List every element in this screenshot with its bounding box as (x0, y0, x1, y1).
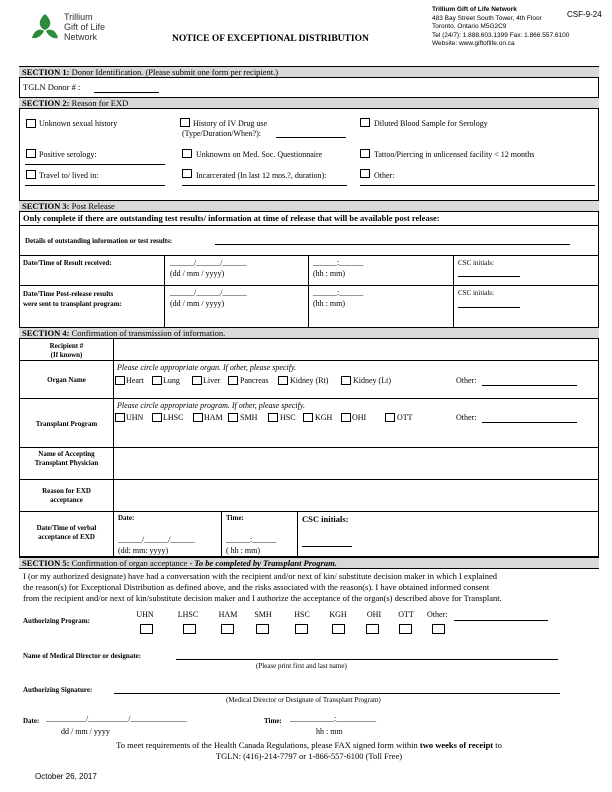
organ-label: Heart (126, 376, 144, 385)
csc-initials-field[interactable] (458, 307, 520, 308)
reason-label: Positive serology: (39, 150, 97, 159)
reason-label: Tattoo/Piercing in unlicensed facility < 12 months (374, 150, 535, 159)
section5-heading: SECTION 5: Confirmation of organ acceptance - To be completed by Transplant Program. (19, 557, 599, 569)
csc-initials-label: CSC initials: (458, 259, 494, 267)
auth-program-label: UHN (136, 610, 154, 619)
verbal-date-format: (dd: mm: yyyy) (118, 546, 169, 555)
organ-instruction: Please circle appropriate organ. If other, please specify. (117, 363, 297, 372)
csc-initials-label: CSC initials: (458, 289, 494, 297)
unknowns-med-soc-checkbox[interactable] (182, 149, 192, 158)
incarcerated-checkbox[interactable] (182, 169, 192, 178)
program-checkbox-uhn[interactable] (115, 413, 125, 422)
unknown-sexual-history-checkbox[interactable] (26, 119, 36, 128)
verbal-date-label: Date: (118, 514, 135, 522)
organ-other-label: Other: (456, 376, 477, 385)
section4-heading: SECTION 4: Confirmation of transmission of information. (19, 327, 599, 339)
positive-serology-field[interactable] (25, 164, 165, 165)
program-checkbox-lhsc[interactable] (152, 413, 162, 422)
sign-time-format: hh : mm (316, 727, 343, 736)
organ-label: Pancreas (240, 376, 269, 385)
program-label: LHSC (163, 413, 184, 422)
auth-program-label: OHI (366, 610, 382, 619)
organ-checkbox-pancreas[interactable] (228, 376, 238, 385)
program-label: HSC (280, 413, 296, 422)
organ-checkbox-lung[interactable] (152, 376, 162, 385)
sign-time-label: Time: (264, 717, 282, 725)
reason-label: History of IV Drug use (193, 119, 268, 128)
auth-program-label: KGH (329, 610, 347, 619)
program-label: UHN (126, 413, 144, 422)
auth-program-label: HAM (218, 610, 238, 619)
program-checkbox-kgh[interactable] (303, 413, 313, 422)
organ-checkbox-heart[interactable] (115, 376, 125, 385)
organ-other-field[interactable] (482, 385, 577, 386)
address-1: 483 Bay Street South Tower, 4th Floor (432, 14, 542, 22)
section1-heading: SECTION 1: Donor Identification. (Please submit one form per recipient.) (19, 66, 599, 78)
time-format: (hh : mm) (313, 269, 345, 278)
organ-label: Lung (163, 376, 180, 385)
program-checkbox-ohi[interactable] (341, 413, 351, 422)
logo-text-1: Trillium (64, 12, 93, 22)
sign-date-format: dd / mm / yyyy (61, 727, 110, 736)
auth-checkbox-lhsc[interactable] (183, 624, 196, 634)
address-2: Toronto, Ontario M5G2C9 (432, 23, 507, 30)
auth-other-label: Other: (427, 610, 448, 619)
auth-checkbox-kgh[interactable] (332, 624, 345, 634)
organ-checkbox-liver[interactable] (192, 376, 202, 385)
auth-other-field[interactable] (454, 620, 548, 621)
reason-label: Travel to/ lived in: (39, 171, 99, 180)
website: Website: www.giftoflife.on.ca (432, 40, 515, 47)
positive-serology-checkbox[interactable] (26, 149, 36, 158)
authorizing-signature-label: Authorizing Signature: (23, 686, 93, 694)
program-label: KGH (315, 413, 333, 422)
accepting-physician-label: Name of Accepting Transplant Physician (34, 450, 99, 467)
verbal-time-format: ( hh : mm) (226, 546, 260, 555)
consent-paragraph: I (or my authorized designate) have had a conversation with the recipient and/or next of kin/ substitute decision maker in which I explained the reason(s) for Exceptional Distribution as defined above, and the risks associated with the reason(s). I have obtained informed consent from the recipient and/or next of kin/substitute decision maker and I authorize the acceptance of the organ(s) described above for Transplant. (23, 571, 502, 604)
time-format: (hh : mm) (313, 299, 345, 308)
medical-director-field[interactable] (176, 659, 558, 660)
travel-field[interactable] (25, 185, 165, 186)
trillium-logo-icon (28, 12, 63, 44)
verbal-csc-field[interactable] (302, 546, 352, 547)
logo-text-3: Network (64, 32, 98, 42)
form-code: CSF-9-24 (567, 10, 602, 19)
reason-label: Diluted Blood Sample for Serology (374, 119, 488, 128)
phone-fax: Tel (24/7): 1.888.603.1399 Fax: 1.866.557.6100 (432, 31, 570, 39)
reason-acceptance-label: Reason for EXD acceptance (42, 487, 91, 504)
reason-label: Unknown sexual history (39, 119, 118, 128)
medical-director-label: Name of Medical Director or designate: (23, 652, 141, 660)
program-checkbox-hsc[interactable] (268, 413, 278, 422)
result-received-label: Date/Time of Result received: (23, 259, 112, 267)
program-label: SMH (240, 413, 258, 422)
sign-date-label: Date: (23, 717, 40, 725)
auth-checkbox-smh[interactable] (256, 624, 269, 634)
auth-program-label: HSC (294, 610, 310, 619)
organ-label: Liver (203, 376, 221, 385)
auth-checkbox-hsc[interactable] (295, 624, 308, 634)
program-checkbox-smh[interactable] (228, 413, 238, 422)
section3-heading: SECTION 3: Post Release (19, 200, 599, 212)
auth-checkbox-ott[interactable] (399, 624, 412, 634)
section3-subheading: Only complete if there are outstanding test results/ information at time of release that will be available post release: (23, 213, 440, 223)
organ-label: Kidney (Rt) (290, 376, 329, 385)
reason-label: Other: (374, 171, 395, 180)
organ-checkbox-kidney-lt[interactable] (341, 376, 351, 385)
auth-checkbox-other[interactable] (432, 624, 445, 634)
auth-checkbox-ohi[interactable] (366, 624, 379, 634)
details-field[interactable] (215, 244, 570, 245)
auth-program-label: SMH (254, 610, 272, 619)
auth-checkbox-uhn[interactable] (140, 624, 153, 634)
authorizing-signature-field[interactable] (114, 693, 560, 694)
program-checkbox-ott[interactable] (385, 413, 395, 422)
program-other-label: Other: (456, 413, 477, 422)
program-label: OTT (397, 413, 413, 422)
program-instruction: Please circle appropriate program. If other, please specify. (117, 401, 305, 410)
organ-label: Kidney (Lt) (353, 376, 391, 385)
page-title: NOTICE OF EXCEPTIONAL DISTRIBUTION (172, 34, 369, 44)
program-label: HAM (204, 413, 223, 422)
logo (28, 12, 63, 44)
tattoo-piercing-checkbox[interactable] (360, 149, 370, 158)
auth-checkbox-ham[interactable] (221, 624, 234, 634)
transplant-program-label: Transplant Program (35, 420, 98, 428)
results-sent-label: Date/Time Post-release results were sent to transplant program: (23, 290, 122, 308)
auth-program-label: LHSC (177, 610, 199, 619)
recipient-label: Recipient # (If known) (49, 342, 84, 359)
accepting-physician-field[interactable] (114, 448, 598, 478)
reason-label: Unknowns on Med. Soc. Questionnaire (196, 150, 323, 159)
diluted-blood-checkbox[interactable] (360, 118, 370, 127)
other-reason-field[interactable] (360, 185, 595, 186)
reason-acceptance-field[interactable] (114, 480, 598, 510)
section2-heading: SECTION 2: Reason for EXD (19, 97, 599, 109)
verbal-time-label: Time: (226, 514, 244, 522)
footer-date: October 26, 2017 (35, 772, 97, 781)
verbal-acceptance-label: Date/Time of verbal acceptance of EXD (36, 524, 97, 541)
organ-checkbox-kidney-rt[interactable] (278, 376, 288, 385)
organ-name-label: Organ Name (47, 376, 86, 384)
iv-drug-detail-field[interactable] (276, 137, 346, 138)
details-label: Details of outstanding information or test results: (25, 237, 173, 245)
other-reason-checkbox[interactable] (360, 169, 370, 178)
incarcerated-field[interactable] (182, 185, 347, 186)
signature-hint: (Medical Director or Designate of Transplant Program) (226, 696, 381, 704)
org-name: Trillium Gift of Life Network (432, 6, 517, 13)
authorizing-program-label: Authorizing Program: (23, 617, 90, 625)
reason-label: Incarcerated (In last 12 mos.?, duration): (196, 171, 327, 180)
reason-label: (Type/Duration/When?): (182, 129, 261, 138)
auth-program-label: OTT (398, 610, 414, 619)
program-other-field[interactable] (482, 422, 577, 423)
date-format: (dd / mm / yyyy) (170, 269, 225, 278)
csc-initials-field[interactable] (458, 276, 520, 277)
travel-checkbox[interactable] (26, 170, 36, 179)
medical-director-hint: (Please print first and last name) (256, 662, 347, 670)
tgln-donor-field[interactable] (94, 92, 159, 93)
iv-drug-checkbox[interactable] (180, 118, 190, 127)
verbal-csc-label: CSC initials: (302, 514, 349, 524)
program-checkbox-ham[interactable] (193, 413, 203, 422)
date-format: (dd / mm / yyyy) (170, 299, 225, 308)
footer-instruction: To meet requirements of the Health Canada Regulations, please FAX signed form within two weeks of receipt to TGLN: (416)-214-7797 or 1-866-557-6100 (Toll Free) (116, 740, 502, 761)
tgln-donor-label: TGLN Donor # : (23, 82, 81, 92)
program-label: OHI (352, 413, 367, 422)
logo-text-2: Gift of Life (64, 22, 106, 32)
